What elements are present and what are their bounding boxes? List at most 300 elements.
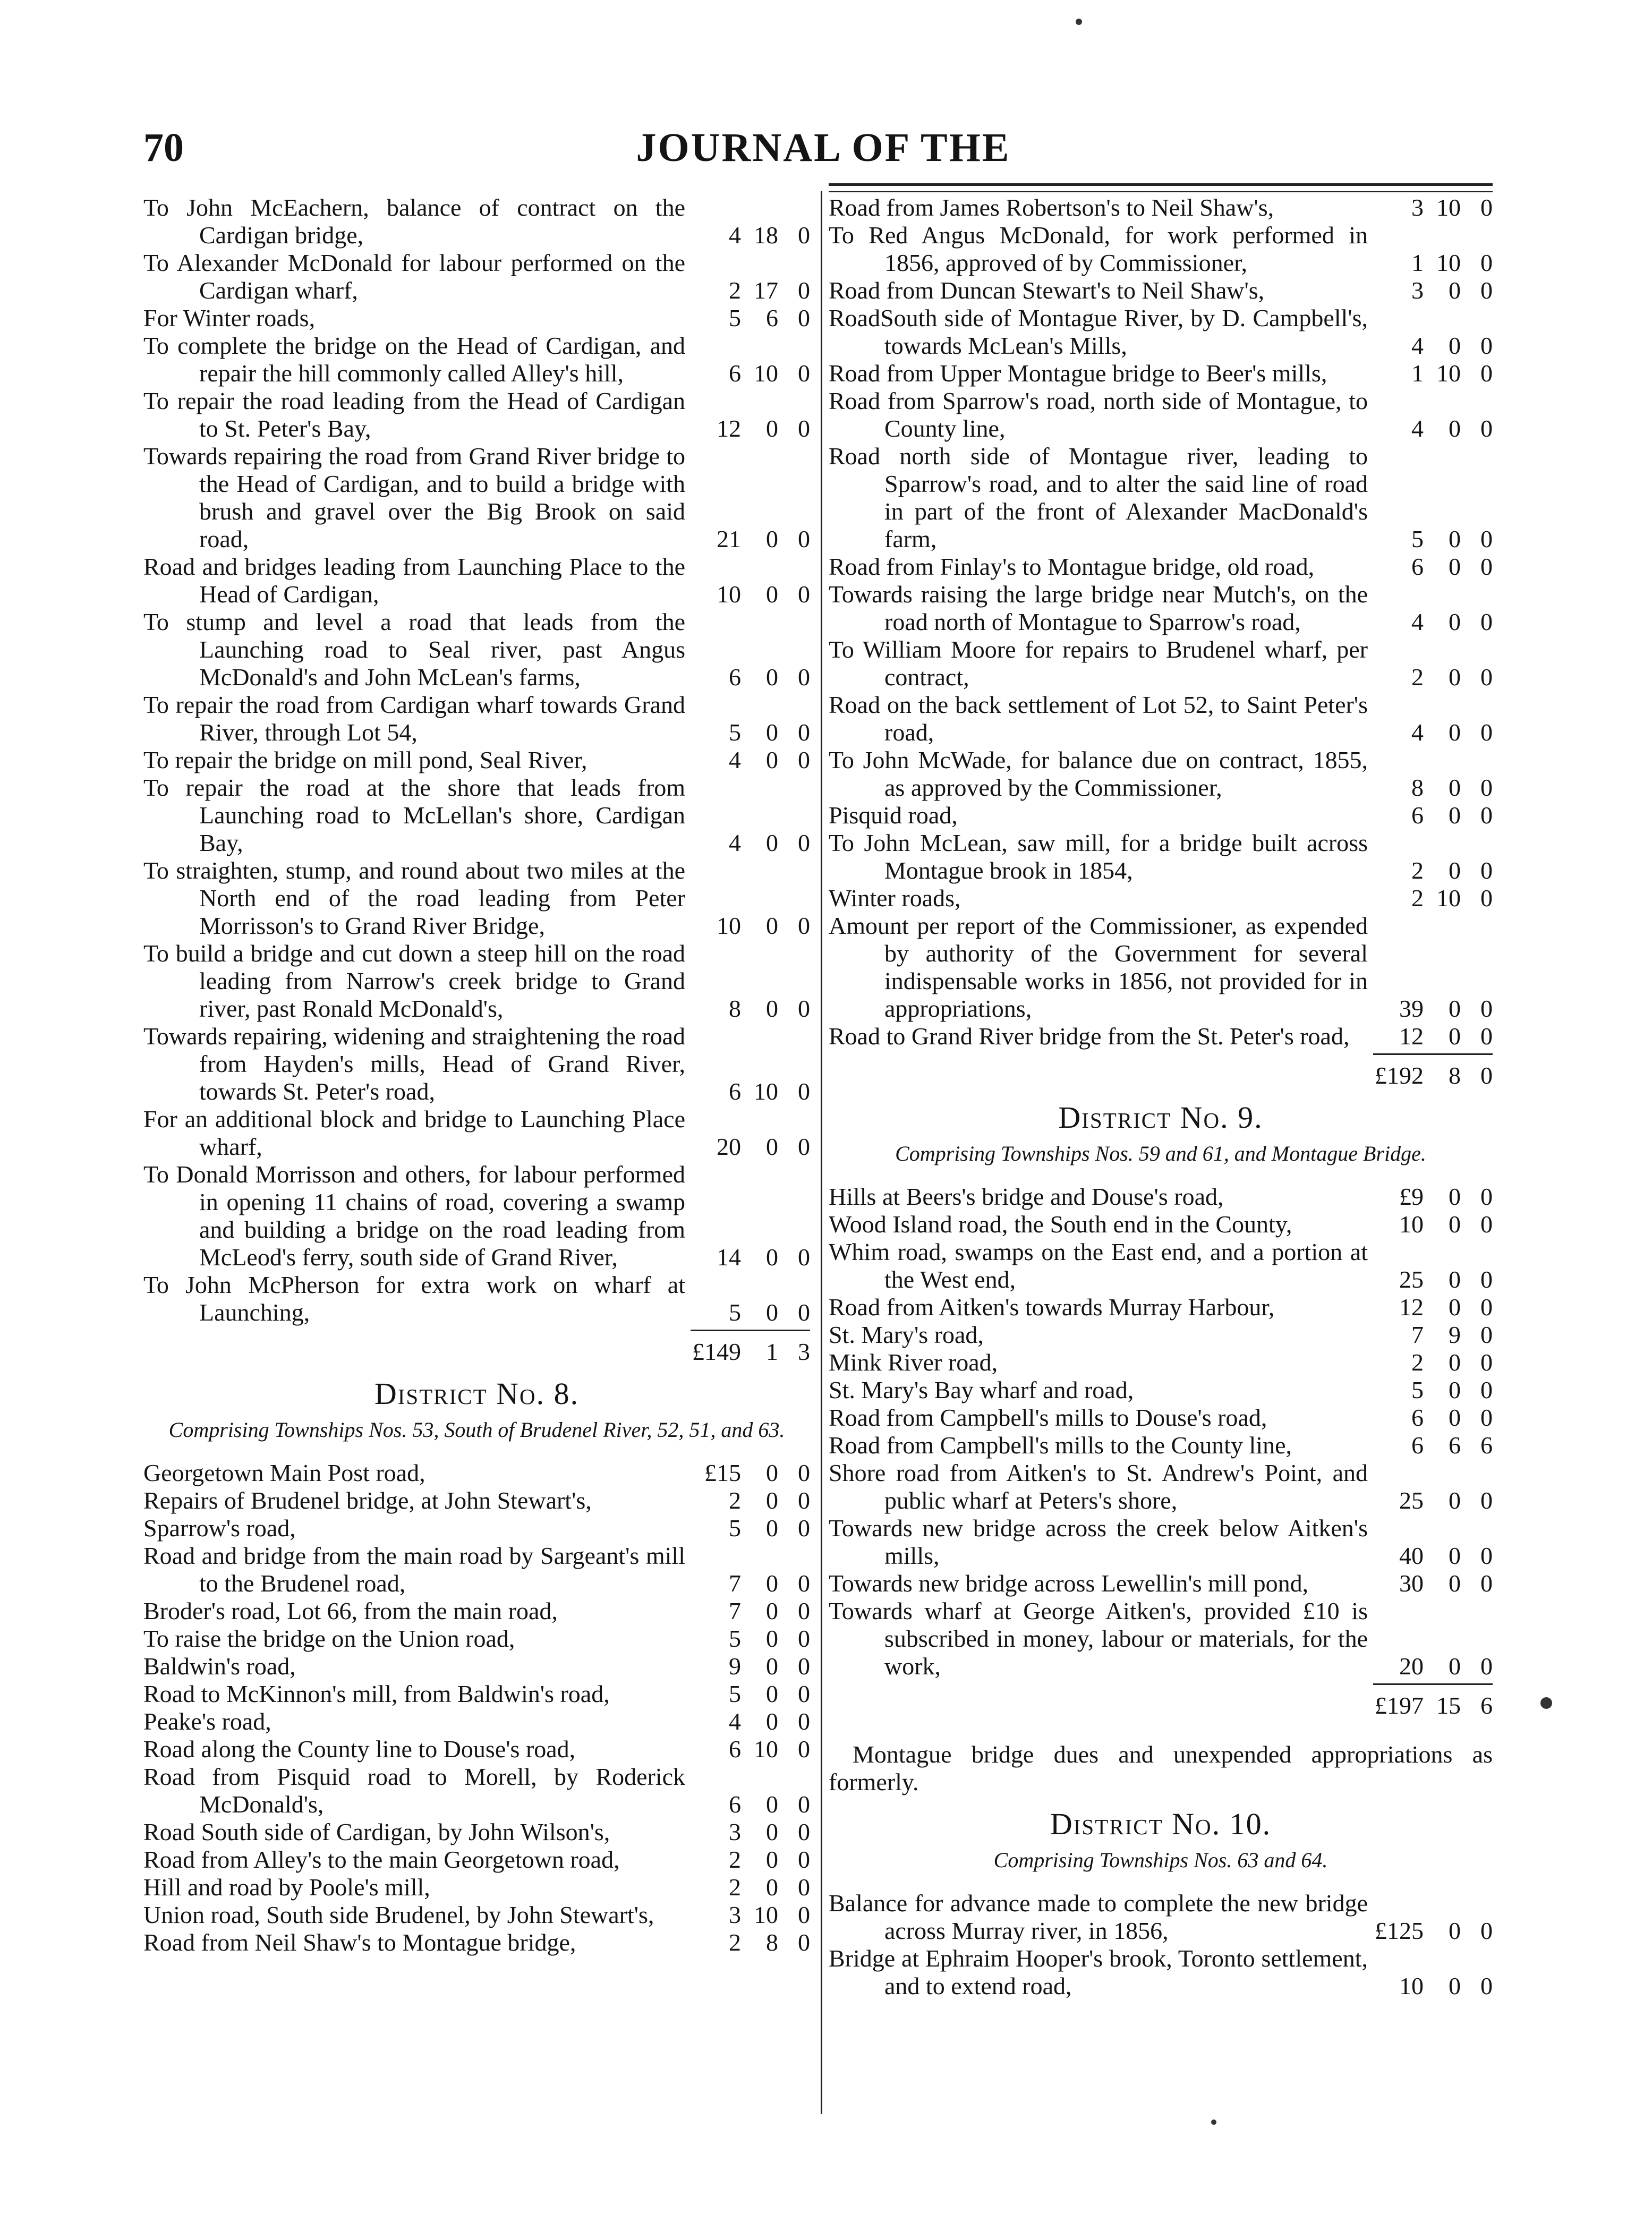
pounds: 3 [729,1901,741,1928]
page-title: JOURNAL OF THE [636,125,1011,170]
pence: 0 [1480,1211,1493,1238]
shillings: 0 [1449,663,1461,691]
pence: 0 [1480,1542,1493,1569]
pounds: 7 [729,1597,741,1624]
ledger-entry [829,691,1493,746]
shillings: 0 [1449,1972,1461,1999]
entry-amount [1373,1211,1493,1238]
pence: 0 [1480,360,1493,387]
pence: 0 [798,1901,810,1928]
entry-text: Road on the back settlement of Lot 52, to Saint Peter's road, [829,691,1368,746]
total-amount: £149 1 3 [692,1338,810,1365]
pounds: 14 [717,1244,741,1271]
ledger-entry [829,1293,1493,1321]
pounds: 5 [1411,525,1424,552]
ledger-entry [143,1514,810,1542]
entry-amount [1373,995,1493,1023]
entry-amount [1373,1376,1493,1404]
entry-text: To stump and level a road that leads from the Launching road to Seal river, past Angus McDonald's and John McLean's farms, [143,608,685,691]
entry-amount [1373,194,1493,222]
ledger-entry [143,332,810,387]
pounds: 40 [1399,1542,1424,1569]
entry-text: For an additional block and bridge to Launching Place wharf, [143,1105,685,1160]
shillings: 0 [1449,1266,1461,1293]
entry-text: Road and bridge from the main road by Sargeant's mill to the Brudenel road, [143,1542,685,1597]
pounds: 6 [1411,1404,1424,1431]
pounds: 2 [1411,663,1424,691]
ledger-entry [143,387,810,442]
entry-amount [691,1901,810,1929]
entry-text: Road from James Robertson's to Neil Shaw's, [829,194,1274,221]
pence: 0 [798,995,810,1022]
ledger-entry [143,940,810,1023]
ledger-entry [143,1161,810,1271]
pence: 0 [1480,332,1493,359]
entry-amount [691,1929,810,1956]
ledger-entry [143,553,810,608]
pounds: 6 [729,1735,741,1763]
shillings: 0 [1449,415,1461,442]
shillings: 0 [766,1244,778,1271]
entry-amount [1373,1542,1493,1570]
entry-amount [691,829,810,857]
pounds: £125 [1375,1917,1424,1944]
entry-amount [691,1708,810,1735]
shillings: 10 [754,360,778,387]
shillings: 0 [1449,1376,1461,1403]
pence: 0 [798,1244,810,1271]
entry-amount [691,719,810,746]
pounds: 1 [1411,249,1424,276]
shillings: 0 [1449,1487,1461,1514]
entry-amount [691,1597,810,1625]
entry-text: St. Mary's Bay wharf and road, [829,1376,1134,1403]
pounds: 4 [1411,415,1424,442]
entry-amount [691,1735,810,1763]
pounds: 5 [729,1514,741,1542]
pence: 0 [1480,719,1493,746]
pounds: 25 [1399,1487,1424,1514]
ledger-entry [829,636,1493,691]
shillings: 0 [766,719,778,746]
ledger-entry [143,1818,810,1846]
entry-text: Georgetown Main Post road, [143,1459,425,1486]
pence: 0 [798,1597,810,1624]
pounds: 6 [1411,553,1424,580]
pounds: 25 [1399,1266,1424,1293]
shillings: 0 [1449,774,1461,801]
pence: 0 [798,1735,810,1763]
ledger-entry [143,1542,810,1597]
shillings: 0 [766,1514,778,1542]
district-10-heading: District No. 10. [1050,1807,1272,1841]
pounds: 8 [729,995,741,1022]
shillings: 0 [766,1597,778,1624]
entry-text: Mink River road, [829,1349,998,1376]
shillings: 0 [766,1653,778,1680]
ledger-entry [829,442,1493,553]
pence: 0 [798,1791,810,1818]
pence: 0 [1480,774,1493,801]
shillings: 0 [766,1487,778,1514]
shillings: 0 [766,829,778,856]
entry-text: To John McEachern, balance of contract on the Cardigan bridge, [143,194,685,249]
ledger-entry [829,1889,1493,1945]
ledger-entry [829,829,1493,884]
shillings: 0 [1449,1183,1461,1210]
pence: 0 [798,1929,810,1956]
left-entries [143,194,810,1326]
shillings: 0 [1449,1404,1461,1431]
ledger-entry [143,1653,810,1680]
entry-text: Hills at Beers's bridge and Douse's road, [829,1183,1224,1210]
entry-text: Road from Neil Shaw's to Montague bridge, [143,1929,576,1956]
shillings: 0 [1449,1653,1461,1680]
pence: 0 [1480,1376,1493,1403]
entry-text: RoadSouth side of Montague River, by D. Campbell's, towards McLean's Mills, [829,304,1368,359]
entry-text: To Red Angus McDonald, for work performed in 1856, approved of by Commissioner, [829,222,1368,276]
district-9-heading: District No. 9. [1058,1100,1263,1135]
entry-amount [691,222,810,249]
entry-amount [691,1570,810,1597]
pounds: 4 [1411,719,1424,746]
pounds: 7 [1411,1321,1424,1348]
district-9-entries [829,1183,1493,1680]
entry-amount [1373,525,1493,553]
pounds: 10 [1399,1972,1424,1999]
entry-amount [691,995,810,1023]
pence: 0 [1480,1183,1493,1210]
shillings: 0 [1449,1570,1461,1597]
ledger-entry [829,553,1493,581]
ledger-entry [829,912,1493,1023]
entry-amount [691,1625,810,1653]
entry-text: Towards new bridge across the creek below Aitken's mills, [829,1514,1368,1569]
pence: 0 [798,829,810,856]
ledger-entry [143,1597,810,1625]
pounds: 2 [729,1929,741,1956]
ledger-entry [143,1459,810,1487]
shillings: 0 [766,1680,778,1707]
pence: 0 [1480,194,1493,221]
entry-text: To William Moore for repairs to Brudenel wharf, per contract, [829,636,1368,691]
entry-text: Road from Aitken's towards Murray Harbour, [829,1293,1275,1321]
pence: 0 [798,1133,810,1160]
entry-amount [691,1244,810,1271]
shillings: 0 [766,415,778,442]
entry-amount [1373,1487,1493,1514]
pence: 0 [798,525,810,552]
shillings: 0 [766,1625,778,1652]
pence: 0 [1480,1917,1493,1944]
pounds: 4 [729,746,741,773]
shillings: 0 [766,1818,778,1845]
entry-amount [691,663,810,691]
pounds: 1 [1411,360,1424,387]
ledger-entry [829,1238,1493,1293]
entry-text: Peake's road, [143,1708,271,1735]
pounds: 12 [1399,1023,1424,1050]
entry-text: Repairs of Brudenel bridge, at John Stewart's, [143,1487,592,1514]
pence: 0 [1480,1972,1493,1999]
pence: 0 [1480,277,1493,304]
pounds: 5 [729,1299,741,1326]
pounds: 2 [729,1874,741,1901]
pence: 0 [1480,1653,1493,1680]
shillings: 10 [754,1078,778,1105]
total-rule [691,1330,810,1331]
pounds: 2 [1411,857,1424,884]
pence: 0 [1480,1023,1493,1050]
entry-amount [691,1653,810,1680]
pounds: 3 [1411,194,1424,221]
entry-text: To Donald Morrisson and others, for labour performed in opening 11 chains of road, covering a swamp and building a bridge on the road leading from McLeod's ferry, south side of Grand River, [143,1161,685,1271]
ledger-entry [829,1459,1493,1514]
ledger-entry [143,1735,810,1763]
entry-text: Road from Alley's to the main Georgetown road, [143,1846,620,1873]
pence: 0 [798,304,810,331]
pounds: 6 [729,360,741,387]
left-column [143,194,810,1956]
entry-amount [691,1846,810,1874]
entry-text: To John McLean, saw mill, for a bridge built across Montague brook in 1854, [829,829,1368,884]
pence: 0 [1480,553,1493,580]
entry-amount [1373,1570,1493,1597]
pounds: 4 [729,222,741,249]
ledger-entry [143,774,810,857]
shillings: 0 [766,746,778,773]
print-speck [1540,1697,1552,1709]
ledger-entry [143,691,810,746]
pounds: 4 [729,1708,741,1735]
page-header [143,125,1503,183]
entry-text: Towards wharf at George Aitken's, provided £10 is subscribed in money, labour or materials, for the work, [829,1597,1368,1680]
ledger-entry [143,1846,810,1874]
shillings: 0 [1449,1293,1461,1321]
pounds: 30 [1399,1570,1424,1597]
shillings: 0 [1449,277,1461,304]
entry-amount [691,1133,810,1161]
ledger-entry [829,1404,1493,1432]
entry-amount [691,1459,810,1487]
ledger-entry [829,1211,1493,1238]
ledger-entry [829,746,1493,802]
shillings: 0 [766,1708,778,1735]
pence: 0 [798,912,810,939]
shillings: 0 [1449,995,1461,1022]
pence: 0 [798,415,810,442]
pounds: 8 [1411,774,1424,801]
pence: 0 [1480,995,1493,1022]
ledger-entry [143,1680,810,1708]
shillings: 0 [1449,553,1461,580]
pounds: 6 [729,1078,741,1105]
pence: 0 [798,1625,810,1652]
entry-text: Hill and road by Poole's mill, [143,1874,430,1901]
pence: 0 [1480,663,1493,691]
pounds: 3 [1411,277,1424,304]
print-speck [1076,19,1082,25]
shillings: 0 [766,525,778,552]
total-amount: £192 8 0 [1375,1062,1493,1089]
entry-amount [691,277,810,304]
pence: 0 [1480,1487,1493,1514]
ledger-entry [829,1376,1493,1404]
shillings: 10 [1436,249,1461,276]
pounds: 21 [717,525,741,552]
entry-amount [1373,1653,1493,1680]
shillings: 9 [1449,1321,1461,1348]
column-divider [821,191,822,2114]
pounds: 5 [729,1680,741,1707]
entry-amount [691,1874,810,1901]
entry-text: Road from Campbell's mills to Douse's road, [829,1404,1267,1431]
entry-text: Union road, South side Brudenel, by John Stewart's, [143,1901,654,1928]
entry-text: To repair the road leading from the Head of Cardigan to St. Peter's Bay, [143,387,685,442]
ledger-entry [829,1432,1493,1459]
ledger-entry [829,194,1493,222]
pence: 0 [1480,249,1493,276]
pence: 0 [1480,802,1493,829]
ledger-entry [143,1105,810,1161]
entry-amount [691,1514,810,1542]
pence: 0 [798,1570,810,1597]
pounds: 2 [729,1846,741,1873]
pounds: 10 [717,912,741,939]
shillings: 0 [1449,1917,1461,1944]
entry-text: Shore road from Aitken's to St. Andrew's Point, and public wharf at Peters's shore, [829,1459,1368,1514]
entry-text: Road and bridges leading from Launching Place to the Head of Cardigan, [143,553,685,608]
entry-amount [1373,360,1493,387]
ledger-entry [829,387,1493,442]
entry-text: Road from Campbell's mills to the County line, [829,1432,1292,1459]
pounds: 5 [729,719,741,746]
shillings: 10 [1436,884,1461,912]
entry-text: Road from Duncan Stewart's to Neil Shaw's, [829,277,1265,304]
shillings: 0 [1449,1211,1461,1238]
ledger-entry [143,442,810,553]
pounds: 2 [729,1487,741,1514]
shillings: 0 [766,581,778,608]
entry-amount [691,581,810,608]
ledger-entry [143,304,810,332]
pounds: 6 [729,663,741,691]
ledger-entry [829,1570,1493,1597]
entry-amount [1373,553,1493,581]
ledger-entry [143,194,810,249]
ledger-entry [829,277,1493,304]
pounds: 39 [1399,995,1424,1022]
entry-text: Towards raising the large bridge near Mutch's, on the road north of Montague to Sparrow's road, [829,581,1368,635]
pounds: £15 [704,1459,741,1486]
entry-text: To build a bridge and cut down a steep hill on the road leading from Narrow's creek bridge to Grand river, past Ronald McDonald's, [143,940,685,1022]
ledger-entry [829,1349,1493,1376]
entry-amount [691,912,810,940]
montague-note: Montague bridge dues and unexpended appropriations as formerly. [829,1741,1493,1795]
ledger-entry [829,1183,1493,1211]
shillings: 0 [1449,1542,1461,1569]
ledger-entry [143,746,810,774]
entry-amount [691,304,810,332]
district-8-entries [143,1459,810,1956]
pence: 0 [798,581,810,608]
pounds: 10 [1399,1211,1424,1238]
entry-amount [1373,1293,1493,1321]
entry-amount [691,1299,810,1326]
shillings: 10 [1436,194,1461,221]
pence: 0 [798,222,810,249]
total-amount: £197 15 6 [1375,1692,1493,1719]
district-9-comprising: Comprising Townships Nos. 59 and 61, and Montague Bridge. [895,1142,1426,1165]
entry-amount [1373,719,1493,746]
entry-text: Road north side of Montague river, leading to Sparrow's road, and to alter the said line of road in part of the front of Alexander MacDonald's farm, [829,442,1368,552]
shillings: 0 [766,1791,778,1818]
entry-amount [1373,277,1493,304]
entry-text: Road from Sparrow's road, north side of Montague, to County line, [829,387,1368,442]
pence: 0 [798,1874,810,1901]
entry-amount [1373,802,1493,829]
entry-amount [1373,249,1493,277]
entry-amount [691,525,810,553]
pounds: 6 [1411,802,1424,829]
pounds: 7 [729,1570,741,1597]
shillings: 0 [1449,802,1461,829]
entry-amount [1373,1404,1493,1432]
shillings: 6 [1449,1432,1461,1459]
entry-text: To raise the bridge on the Union road, [143,1625,515,1652]
pence: 0 [798,1846,810,1873]
pence: 0 [798,1818,810,1845]
entry-amount [691,746,810,774]
ledger-entry [143,1487,810,1514]
pounds: 20 [1399,1653,1424,1680]
ledger-entry [829,1945,1493,2000]
pounds: 4 [1411,332,1424,359]
entry-text: To John McWade, for balance due on contract, 1855, as approved by the Commissioner, [829,746,1368,801]
shillings: 0 [766,912,778,939]
ledger-entry [829,1514,1493,1570]
entry-amount [1373,1917,1493,1945]
entry-text: Balance for advance made to complete the new bridge across Murray river, in 1856, [829,1889,1368,1944]
entry-amount [1373,1972,1493,2000]
entry-text: Towards repairing, widening and straightening the road from Hayden's mills, Head of Grand River, towards St. Peter's road, [143,1023,685,1105]
entry-amount [1373,332,1493,360]
entry-text: To repair the road from Cardigan wharf towards Grand River, through Lot 54, [143,691,685,746]
district-9-total [829,1688,1493,1720]
pence: 0 [798,1078,810,1105]
ledger-entry [143,1929,810,1956]
shillings: 0 [766,1874,778,1901]
entry-text: Pisquid road, [829,802,958,829]
shillings: 0 [766,1570,778,1597]
shillings: 0 [766,1459,778,1486]
district-8-heading: District No. 8. [374,1376,580,1411]
entry-text: Road from Upper Montague bridge to Beer's mills, [829,360,1327,387]
pence: 0 [1480,525,1493,552]
shillings: 0 [1449,1023,1461,1050]
entry-text: Winter roads, [829,884,961,912]
pence: 0 [798,719,810,746]
shillings: 0 [766,663,778,691]
ledger-entry [143,1625,810,1653]
district-10-entries [829,1889,1493,2000]
entry-text: Road along the County line to Douse's road, [143,1735,576,1763]
entry-text: Amount per report of the Commissioner, as expended by authority of the Government for several indispensable works in 1856, not provided for in appropriations, [829,912,1368,1022]
pounds: 12 [717,415,741,442]
entry-amount [1373,1183,1493,1211]
entry-amount [691,1078,810,1105]
shillings: 0 [766,995,778,1022]
